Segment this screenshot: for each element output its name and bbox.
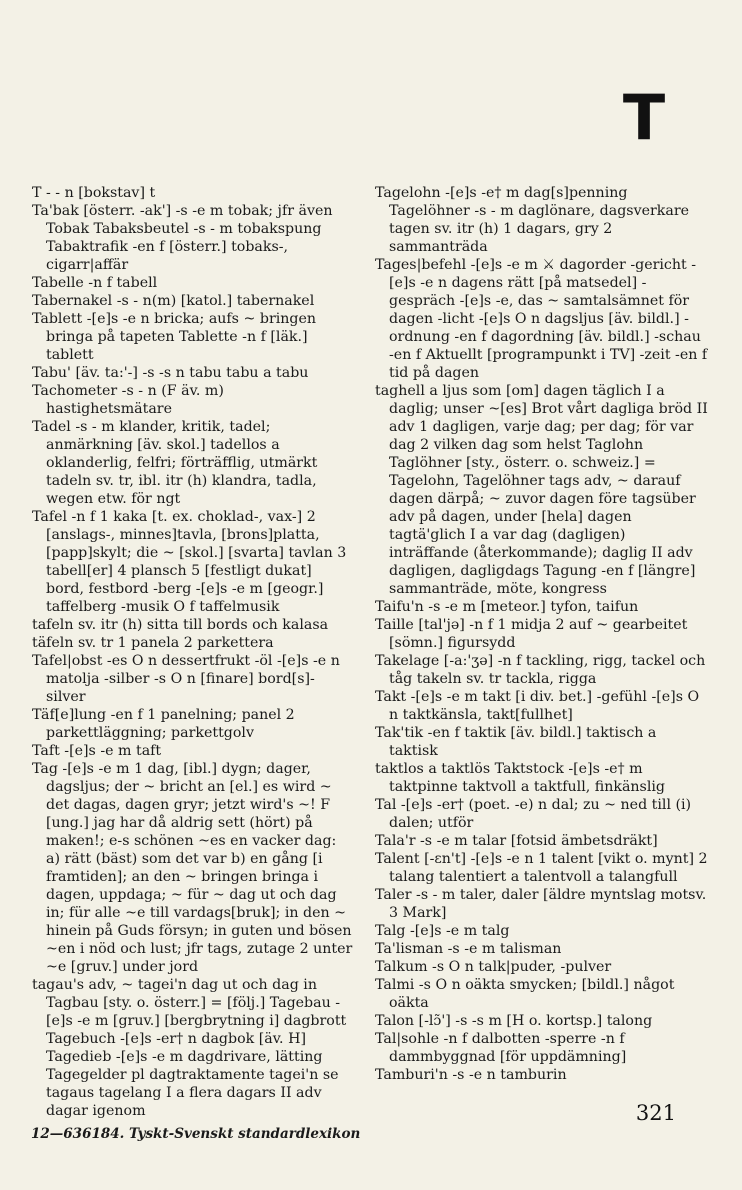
- footer-signature: 12—636184. Tyskt-Svenskt standardlexikon: [31, 1126, 361, 1142]
- dictionary-entry: Taft -[e]s -e m taft: [32, 743, 162, 759]
- dictionary-entry: Talkum -s O n talk|puder, -pulver: [375, 959, 612, 975]
- left-column: [32, 184, 354, 1120]
- dictionary-entry: täfeln sv. tr 1 panela 2 parkettera: [32, 635, 274, 651]
- dictionary-entry: Tadel -s - m klander, kritik, tadel; anmärkning [äv. skol.] tadellos a oklanderlig, felfri; förträfflig, utmärkt tadeln sv. tr, ibl. itr (h) klandra, tadla, wegen etw. för ngt: [32, 419, 318, 507]
- dictionary-entry: Tak'tik -en f taktik [äv. bildl.] taktisch a taktisk: [375, 725, 657, 759]
- dictionary-entry: tafeln sv. itr (h) sitta till bords och kalasa: [32, 617, 329, 633]
- dictionary-entry: Tagelohn -[e]s -e† m dag[s]penning Tagelöhner -s - m daglönare, dagsverkare tagen sv. itr (h) 1 dagars, gry 2 sammanträda: [375, 185, 690, 255]
- dictionary-entry: Ta'lisman -s -e m talisman: [375, 941, 562, 957]
- dictionary-entry: Talmi -s O n oäkta smycken; [bildl.] något oäkta: [375, 977, 675, 1011]
- dictionary-entry: Takt -[e]s -e m takt [i div. bet.] -gefühl -[e]s O n taktkänsla, takt[fullhet]: [375, 689, 700, 723]
- right-column: [375, 184, 709, 1084]
- dictionary-entry: Tabelle -n f tabell: [32, 275, 158, 291]
- dictionary-entry: Talg -[e]s -e m talg: [375, 923, 510, 939]
- dictionary-entry: Talon [-lɔ̃'] -s -s m [H o. kortsp.] talong: [375, 1013, 653, 1029]
- dictionary-entry: Tafel -n f 1 kaka [t. ex. choklad-, vax-] 2 [anslags-, minnes]tavla, [brons]platta, [papp]skylt; die ~ [skol.] [svarta] tavlan 3 tabell[er] 4 plansch 5 [festligt dukat] bord, festbord -berg -[e]s -e m [geogr.] taffelberg -musik O f taffelmusik: [32, 509, 347, 615]
- dictionary-entry: taghell a ljus som [om] dagen täglich I a daglig; unser ~[es] Brot vårt dagliga bröd II adv 1 dagligen, varje dag; per dag; för var dag 2 vilken dag som helst Taglohn Taglöhner [sty., österr. o. schweiz.] = Tagelohn, Tagelöhner tags adv, ~ darauf dagen därpå; ~ zuvor dagen före tagsüber adv på dagen, under [hela] dagen tagtä'glich I a var dag (dagligen) inträffande (återkommande); daglig II adv dagligen, dagligdags Tagung -en f [längre] sammanträde, möte, kongress: [375, 383, 708, 597]
- dictionary-entry: Taille [tal'jə] -n f 1 midja 2 auf ~ gearbeitet [sömn.] figursydd: [375, 617, 688, 651]
- page-number: 321: [635, 1101, 676, 1125]
- dictionary-entry: tagau's adv, ~ tagei'n dag ut och dag in Tagbau [sty. o. österr.] = [följ.] Tagebau -[e]s -e m [gruv.] [bergbrytning i] dagbrott Tagebuch -[e]s -er† n dagbok [äv. H] Tagedieb -[e]s -e m dagdrivare, lätting Tagegelder pl dagtraktamente tagei'n se tagaus tagelang I a flera dagars II adv dagar igenom: [32, 977, 347, 1119]
- dictionary-entry: Taler -s - m taler, daler [äldre myntslag motsv. 3 Mark]: [375, 887, 707, 921]
- dictionary-entry: Tachometer -s - n (F äv. m) hastighetsmätare: [32, 383, 224, 417]
- dictionary-entry: Tabernakel -s - n(m) [katol.] tabernakel: [32, 293, 315, 309]
- dictionary-entry: Tages|befehl -[e]s -e m ⚔ dagorder -gericht -[e]s -e n dagens rätt [på matsedel] -gespräch -[e]s -e, das ~ samtalsämnet för dagen -licht -[e]s O n dagsljus [äv. bildl.] -ordnung -en f dagordning [äv. bildl.] -schau -en f Aktuellt [programpunkt i TV] -zeit -en f tid på dagen: [375, 257, 708, 381]
- dictionary-entry: Tal|sohle -n f dalbotten -sperre -n f dammbyggnad [för uppdämning]: [375, 1031, 627, 1065]
- dictionary-entry: T - - n [bokstav] t: [32, 185, 156, 201]
- dictionary-entry: Tafel|obst -es O n dessertfrukt -öl -[e]s -e n matolja -silber -s O n [finare] bord[s]-silver: [32, 653, 340, 705]
- dictionary-entry: Tal -[e]s -er† (poet. -e) n dal; zu ~ ned till (i) dalen; utför: [375, 797, 692, 831]
- dictionary-entry: Tabu' [äv. ta:'-] -s -s n tabu tabu a tabu: [32, 365, 309, 381]
- dictionary-entry: Tablett -[e]s -e n bricka; aufs ~ bringen bringa på tapeten Tablette -n f [läk.] tablett: [32, 311, 317, 363]
- dictionary-entry: Tamburi'n -s -e n tamburin: [375, 1067, 567, 1083]
- dictionary-entry: Ta'bak [österr. -ak'] -s -e m tobak; jfr även Tobak Tabaksbeutel -s - m tobakspung Tabaktrafik -en f [österr.] tobaks-, cigarr|affär: [32, 203, 333, 273]
- dictionary-entry: Taifu'n -s -e m [meteor.] tyfon, taifun: [375, 599, 639, 615]
- dictionary-entry: Tala'r -s -e m talar [fotsid ämbetsdräkt]: [375, 833, 658, 849]
- dictionary-entry: Takelage [-a:'ʒə] -n f tackling, rigg, tackel och tåg takeln sv. tr tackla, rigga: [375, 653, 706, 687]
- dictionary-entry: Täf[e]lung -en f 1 panelning; panel 2 parkettläggning; parkettgolv: [32, 707, 295, 741]
- dictionary-entry: taktlos a taktlös Taktstock -[e]s -e† m taktpinne taktvoll a taktfull, finkänslig: [375, 761, 665, 795]
- section-letter: T: [622, 81, 666, 154]
- dictionary-entry: Talent [-ɛn't] -[e]s -e n 1 talent [vikt o. mynt] 2 talang talentiert a talentvoll a talangfull: [375, 851, 708, 885]
- dictionary-entry: Tag -[e]s -e m 1 dag, [ibl.] dygn; dager, dagsljus; der ~ bricht an [el.] es wird ~ det dagas, dagen gryr; jetzt wird's ~! F [ung.] jag har då aldrig sett (hört) på maken!; e-s schönen ~es en vacker dag: a) rätt (bäst) som det var b) en gång [i framtiden]; an den ~ bringen bringa i dagen, uppdaga; ~ für ~ dag ut och dag in; für alle ~e till vardags[bruk]; in den ~ hinein på Guds försyn; in guten und bösen ~en i nöd och lust; jfr tags, zutage 2 unter ~e [gruv.] under jord: [32, 761, 353, 975]
